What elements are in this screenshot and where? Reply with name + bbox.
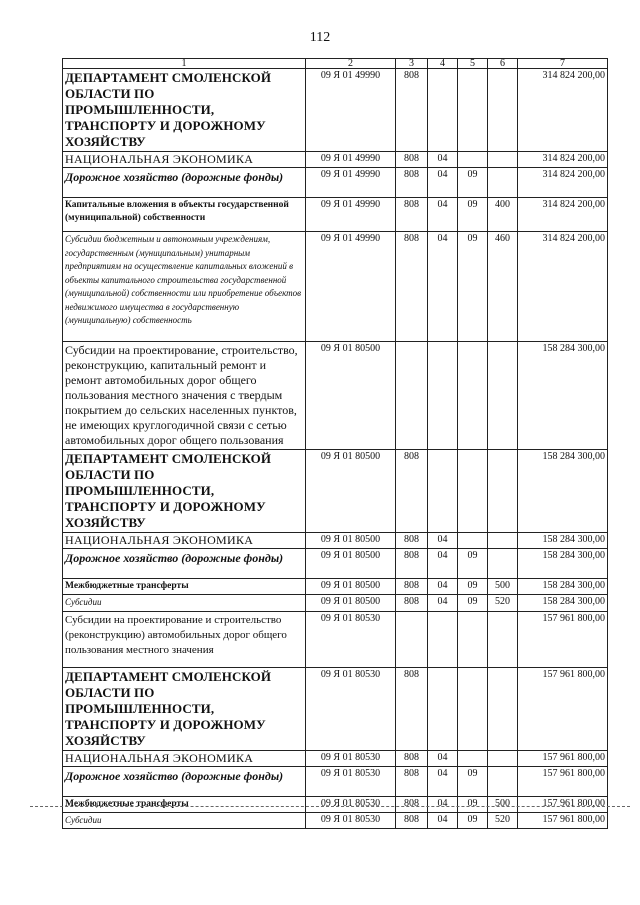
page-number: 112 — [309, 30, 331, 45]
subsection-code: 09 — [458, 796, 488, 812]
expense-type-code — [488, 667, 518, 750]
target-code: 09 Я 01 49990 — [306, 198, 396, 232]
amount: 158 284 300,00 — [518, 342, 608, 450]
subsection-code — [458, 750, 488, 766]
section-code: 04 — [428, 750, 458, 766]
amount: 314 824 200,00 — [518, 69, 608, 152]
section-code: 04 — [428, 549, 458, 579]
subsection-code — [458, 450, 488, 533]
table-row — [63, 796, 608, 812]
subsection-code: 09 — [458, 232, 488, 342]
target-code: 09 Я 01 49990 — [306, 168, 396, 198]
table-row — [63, 450, 608, 533]
expense-type-code: 500 — [488, 579, 518, 595]
ministry-code: 808 — [396, 549, 428, 579]
row-name: Субсидии бюджетным и автономным учреждениям, государственным (муниципальным) унитарным предприятиям на осуществление капитальных вложений в объекты капитального строительства государственной (муниципальной) собственности или приобретение объектов недвижимого имущества в государственную (муниципальную) собственность — [63, 232, 306, 342]
amount: 158 284 300,00 — [518, 595, 608, 612]
row-name: Дорожное хозяйство (дорожные фонды) — [63, 766, 306, 796]
table-row — [63, 232, 608, 342]
column-number: 7 — [518, 59, 608, 69]
expense-type-code — [488, 152, 518, 168]
row-name: Субсидии на проектирование и строительство (реконструкцию) автомобильных дорог общего пользования местного значения — [63, 611, 306, 667]
section-code — [428, 450, 458, 533]
row-name: Субсидии — [63, 812, 306, 829]
amount: 157 961 800,00 — [518, 750, 608, 766]
subsection-code — [458, 667, 488, 750]
amount: 158 284 300,00 — [518, 549, 608, 579]
target-code: 09 Я 01 80530 — [306, 667, 396, 750]
subsection-code — [458, 69, 488, 152]
amount: 314 824 200,00 — [518, 232, 608, 342]
amount: 158 284 300,00 — [518, 579, 608, 595]
expense-type-code — [488, 549, 518, 579]
ministry-code: 808 — [396, 152, 428, 168]
column-number: 5 — [458, 59, 488, 69]
amount: 157 961 800,00 — [518, 812, 608, 829]
section-code — [428, 342, 458, 450]
column-number: 3 — [396, 59, 428, 69]
column-number-row — [63, 59, 608, 69]
row-name: ДЕПАРТАМЕНТ СМОЛЕНСКОЙ ОБЛАСТИ ПО ПРОМЫШЛЕННОСТИ, ТРАНСПОРТУ И ДОРОЖНОМУ ХОЗЯЙСТВУ — [63, 450, 306, 533]
expense-type-code: 400 — [488, 198, 518, 232]
expense-type-code — [488, 168, 518, 198]
section-code: 04 — [428, 766, 458, 796]
section-code: 04 — [428, 168, 458, 198]
row-name: НАЦИОНАЛЬНАЯ ЭКОНОМИКА — [63, 152, 306, 168]
subsection-code: 09 — [458, 579, 488, 595]
subsection-code: 09 — [458, 549, 488, 579]
subsection-code — [458, 533, 488, 549]
target-code: 09 Я 01 80530 — [306, 611, 396, 667]
amount: 314 824 200,00 — [518, 152, 608, 168]
row-name: Межбюджетные трансферты — [63, 579, 306, 595]
row-name: Дорожное хозяйство (дорожные фонды) — [63, 168, 306, 198]
section-code: 04 — [428, 533, 458, 549]
ministry-code: 808 — [396, 667, 428, 750]
table-row — [63, 69, 608, 152]
subsection-code — [458, 152, 488, 168]
table-row — [63, 198, 608, 232]
subsection-code: 09 — [458, 766, 488, 796]
section-code: 04 — [428, 595, 458, 612]
expense-type-code — [488, 533, 518, 549]
table-row — [63, 812, 608, 829]
expense-type-code — [488, 611, 518, 667]
expense-type-code: 460 — [488, 232, 518, 342]
target-code: 09 Я 01 80500 — [306, 533, 396, 549]
section-code — [428, 611, 458, 667]
column-number: 1 — [63, 59, 306, 69]
ministry-code: 808 — [396, 198, 428, 232]
table-row — [63, 533, 608, 549]
section-code — [428, 69, 458, 152]
amount: 158 284 300,00 — [518, 450, 608, 533]
ministry-code: 808 — [396, 579, 428, 595]
column-number: 2 — [306, 59, 396, 69]
section-code: 04 — [428, 232, 458, 342]
target-code: 09 Я 01 80500 — [306, 342, 396, 450]
section-code — [428, 667, 458, 750]
ministry-code: 808 — [396, 812, 428, 829]
section-code: 04 — [428, 796, 458, 812]
amount: 158 284 300,00 — [518, 533, 608, 549]
row-name: Дорожное хозяйство (дорожные фонды) — [63, 549, 306, 579]
row-name: НАЦИОНАЛЬНАЯ ЭКОНОМИКА — [63, 533, 306, 549]
section-code: 04 — [428, 812, 458, 829]
target-code: 09 Я 01 80530 — [306, 796, 396, 812]
amount: 314 824 200,00 — [518, 168, 608, 198]
amount: 157 961 800,00 — [518, 766, 608, 796]
subsection-code — [458, 611, 488, 667]
expense-type-code — [488, 450, 518, 533]
target-code: 09 Я 01 80500 — [306, 549, 396, 579]
ministry-code: 808 — [396, 766, 428, 796]
table-row — [63, 611, 608, 667]
target-code: 09 Я 01 80500 — [306, 595, 396, 612]
row-name: ДЕПАРТАМЕНТ СМОЛЕНСКОЙ ОБЛАСТИ ПО ПРОМЫШЛЕННОСТИ, ТРАНСПОРТУ И ДОРОЖНОМУ ХОЗЯЙСТВУ — [63, 69, 306, 152]
ministry-code: 808 — [396, 595, 428, 612]
ministry-code — [396, 611, 428, 667]
ministry-code: 808 — [396, 450, 428, 533]
column-number: 4 — [428, 59, 458, 69]
expense-type-code: 500 — [488, 796, 518, 812]
expense-type-code: 520 — [488, 812, 518, 829]
row-name: НАЦИОНАЛЬНАЯ ЭКОНОМИКА — [63, 750, 306, 766]
subsection-code: 09 — [458, 812, 488, 829]
expense-type-code: 520 — [488, 595, 518, 612]
subsection-code — [458, 342, 488, 450]
subsection-code: 09 — [458, 168, 488, 198]
table-row — [63, 342, 608, 450]
row-name: ДЕПАРТАМЕНТ СМОЛЕНСКОЙ ОБЛАСТИ ПО ПРОМЫШЛЕННОСТИ, ТРАНСПОРТУ И ДОРОЖНОМУ ХОЗЯЙСТВУ — [63, 667, 306, 750]
ministry-code: 808 — [396, 232, 428, 342]
ministry-code: 808 — [396, 796, 428, 812]
ministry-code: 808 — [396, 69, 428, 152]
target-code: 09 Я 01 80500 — [306, 450, 396, 533]
scan-edge-line — [30, 806, 630, 807]
table-row — [63, 579, 608, 595]
ministry-code: 808 — [396, 750, 428, 766]
target-code: 09 Я 01 49990 — [306, 69, 396, 152]
target-code: 09 Я 01 80530 — [306, 750, 396, 766]
target-code: 09 Я 01 80500 — [306, 579, 396, 595]
ministry-code: 808 — [396, 533, 428, 549]
expense-type-code — [488, 766, 518, 796]
amount: 314 824 200,00 — [518, 198, 608, 232]
table-row — [63, 595, 608, 612]
row-name: Субсидии — [63, 595, 306, 612]
ministry-code — [396, 342, 428, 450]
table-row — [63, 667, 608, 750]
budget-table — [62, 58, 608, 829]
section-code: 04 — [428, 198, 458, 232]
target-code: 09 Я 01 80530 — [306, 766, 396, 796]
amount: 157 961 800,00 — [518, 796, 608, 812]
table-row — [63, 750, 608, 766]
column-number: 6 — [488, 59, 518, 69]
expense-type-code — [488, 342, 518, 450]
table-row — [63, 549, 608, 579]
row-name: Межбюджетные трансферты — [63, 796, 306, 812]
expense-type-code — [488, 750, 518, 766]
row-name: Капитальные вложения в объекты государственной (муниципальной) собственности — [63, 198, 306, 232]
subsection-code: 09 — [458, 595, 488, 612]
target-code: 09 Я 01 49990 — [306, 152, 396, 168]
target-code: 09 Я 01 80530 — [306, 812, 396, 829]
section-code: 04 — [428, 579, 458, 595]
subsection-code: 09 — [458, 198, 488, 232]
row-name: Субсидии на проектирование, строительство, реконструкцию, капитальный ремонт и ремонт автомобильных дорог общего пользования местного значения с твердым покрытием до сельских населенных пунктов, не имеющих круглогодичной связи с сетью автомобильных дорог общего пользования — [63, 342, 306, 450]
amount: 157 961 800,00 — [518, 667, 608, 750]
expense-type-code — [488, 69, 518, 152]
table-row — [63, 168, 608, 198]
target-code: 09 Я 01 49990 — [306, 232, 396, 342]
table-row — [63, 152, 608, 168]
ministry-code: 808 — [396, 168, 428, 198]
table-row — [63, 766, 608, 796]
section-code: 04 — [428, 152, 458, 168]
amount: 157 961 800,00 — [518, 611, 608, 667]
